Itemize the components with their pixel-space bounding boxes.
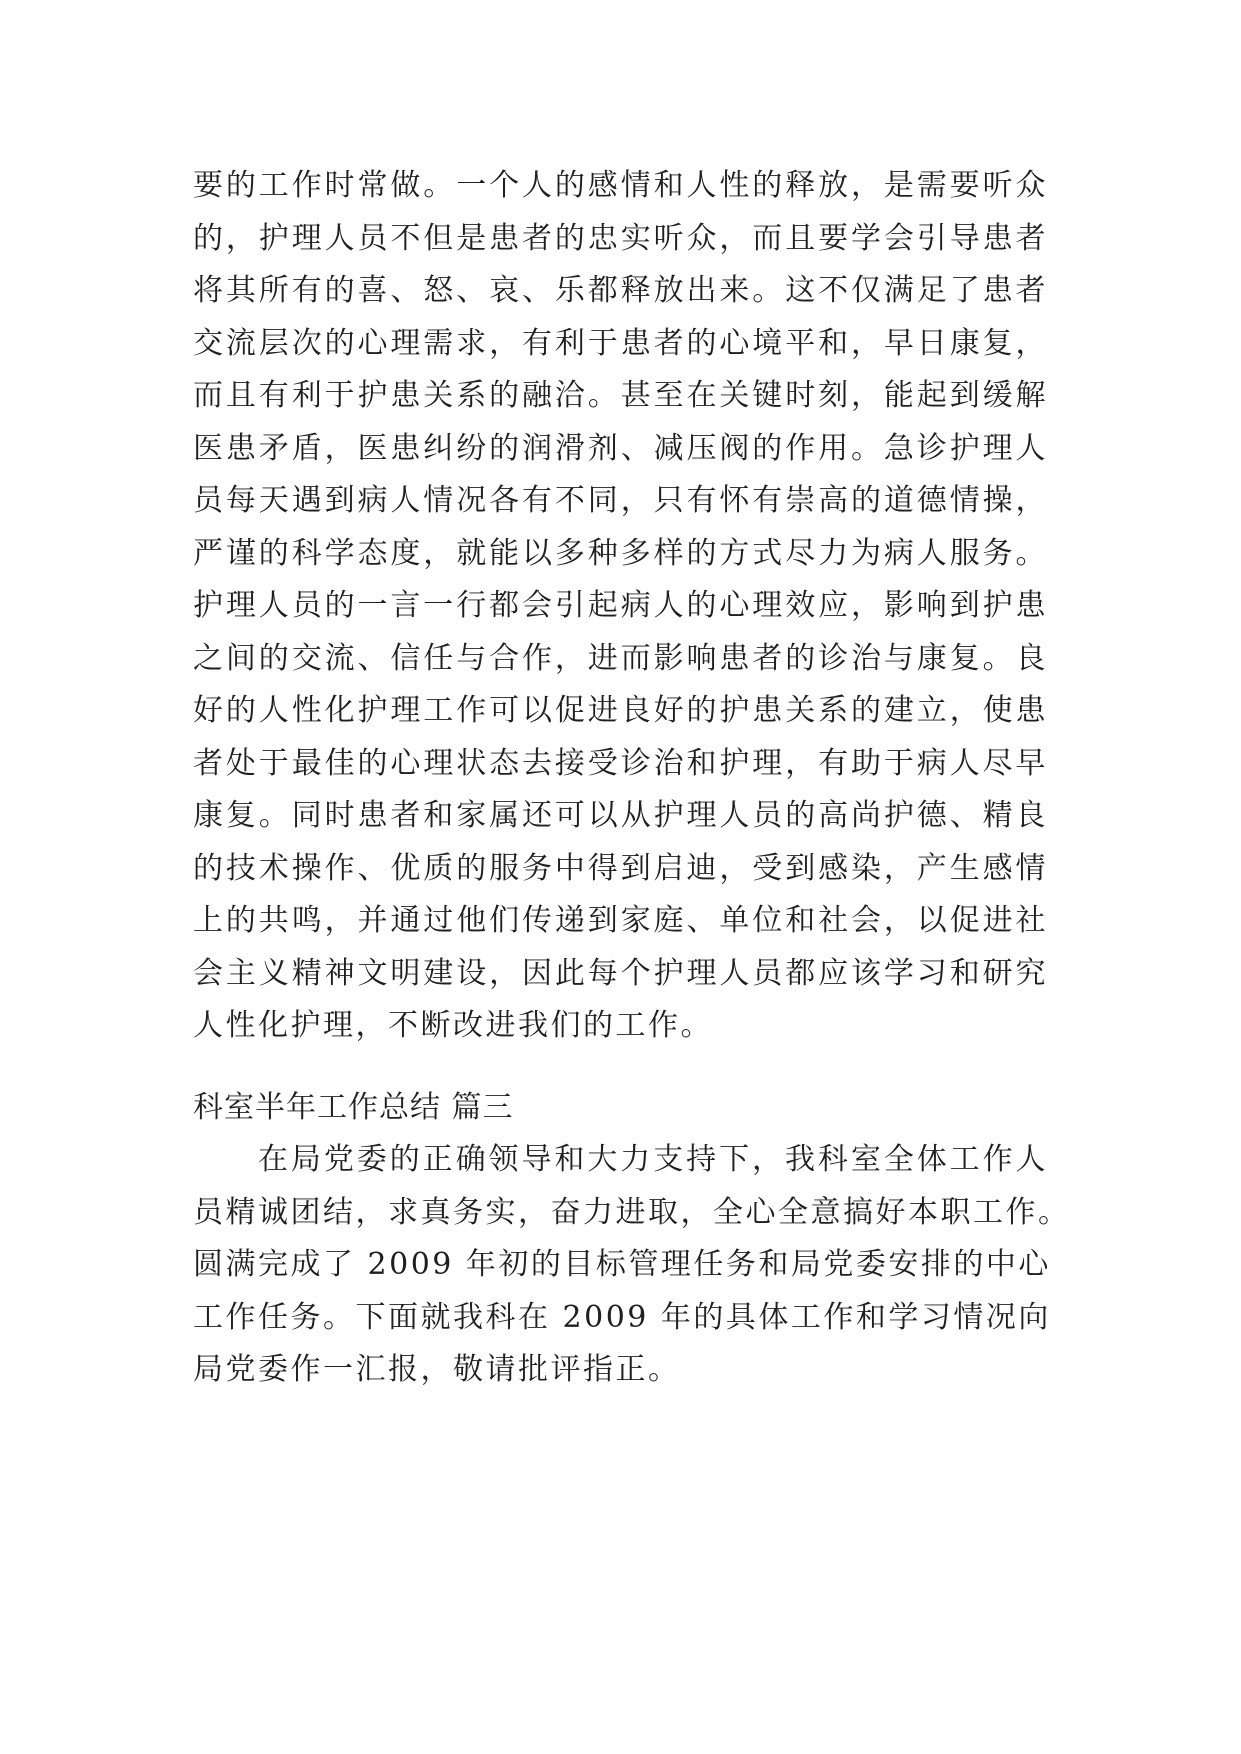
section-heading: 科室半年工作总结 篇三 (193, 1089, 514, 1125)
body-text-line: 员每天遇到病人情况各有不同，只有怀有崇高的道德情操， (193, 483, 1048, 518)
body-text-line: 好的人性化护理工作可以促进良好的护患关系的建立，使患 (193, 693, 1048, 728)
body-text-line: 圆满完成了 2009 年初的目标管理任务和局党委安排的中心 (193, 1247, 1051, 1282)
paragraph (193, 160, 1048, 1053)
body-text-line: 康复。同时患者和家属还可以从护理人员的高尚护德、精良 (193, 798, 1048, 833)
body-text-line: 的技术操作、优质的服务中得到启迪，受到感染，产生感情 (193, 850, 1048, 886)
body-text-line: 的，护理人员不但是患者的忠实听众，而且要学会引导患者 (193, 220, 1048, 256)
body-text-line: 上的共鸣，并通过他们传递到家庭、单位和社会，以促进社 (193, 903, 1048, 938)
body-text-line: 工作任务。下面就我科在 2009 年的具体工作和学习情况向 (193, 1299, 1051, 1335)
body-text-line: 严谨的科学态度，就能以多种多样的方式尽力为病人服务。 (193, 535, 1048, 571)
body-text-line: 员精诚团结，求真务实，奋力进取，全心全意搞好本职工作。 (193, 1194, 1071, 1230)
paragraph (193, 1134, 1071, 1397)
body-text-line: 护理人员的一言一行都会引起病人的心理效应，影响到护患 (193, 588, 1048, 623)
document-body (193, 160, 1071, 1397)
body-text-line: 之间的交流、信任与合作，进而影响患者的诊治与康复。良 (193, 640, 1048, 676)
body-text-line: 医患矛盾，医患纠纷的润滑剂、减压阀的作用。急诊护理人 (193, 430, 1048, 466)
body-text-line: 会主义精神文明建设，因此每个护理人员都应该学习和研究 (193, 955, 1048, 991)
body-text-line: 要的工作时常做。一个人的感情和人性的释放，是需要听众 (193, 168, 1048, 203)
body-text-line: 将其所有的喜、怒、哀、乐都释放出来。这不仅满足了患者 (193, 273, 1048, 308)
body-text-line: 者处于最佳的心理状态去接受诊治和护理，有助于病人尽早 (193, 745, 1048, 781)
body-text-line: 而且有利于护患关系的融洽。甚至在关键时刻，能起到缓解 (193, 378, 1048, 413)
body-text-line: 人性化护理，不断改进我们的工作。 (193, 1008, 713, 1043)
body-text-line: 交流层次的心理需求，有利于患者的心境平和，早日康复， (193, 325, 1048, 361)
body-text-line: 在局党委的正确领导和大力支持下，我科室全体工作人 (258, 1142, 1048, 1177)
body-text-line: 局党委作一汇报，敬请批评指正。 (193, 1352, 681, 1387)
